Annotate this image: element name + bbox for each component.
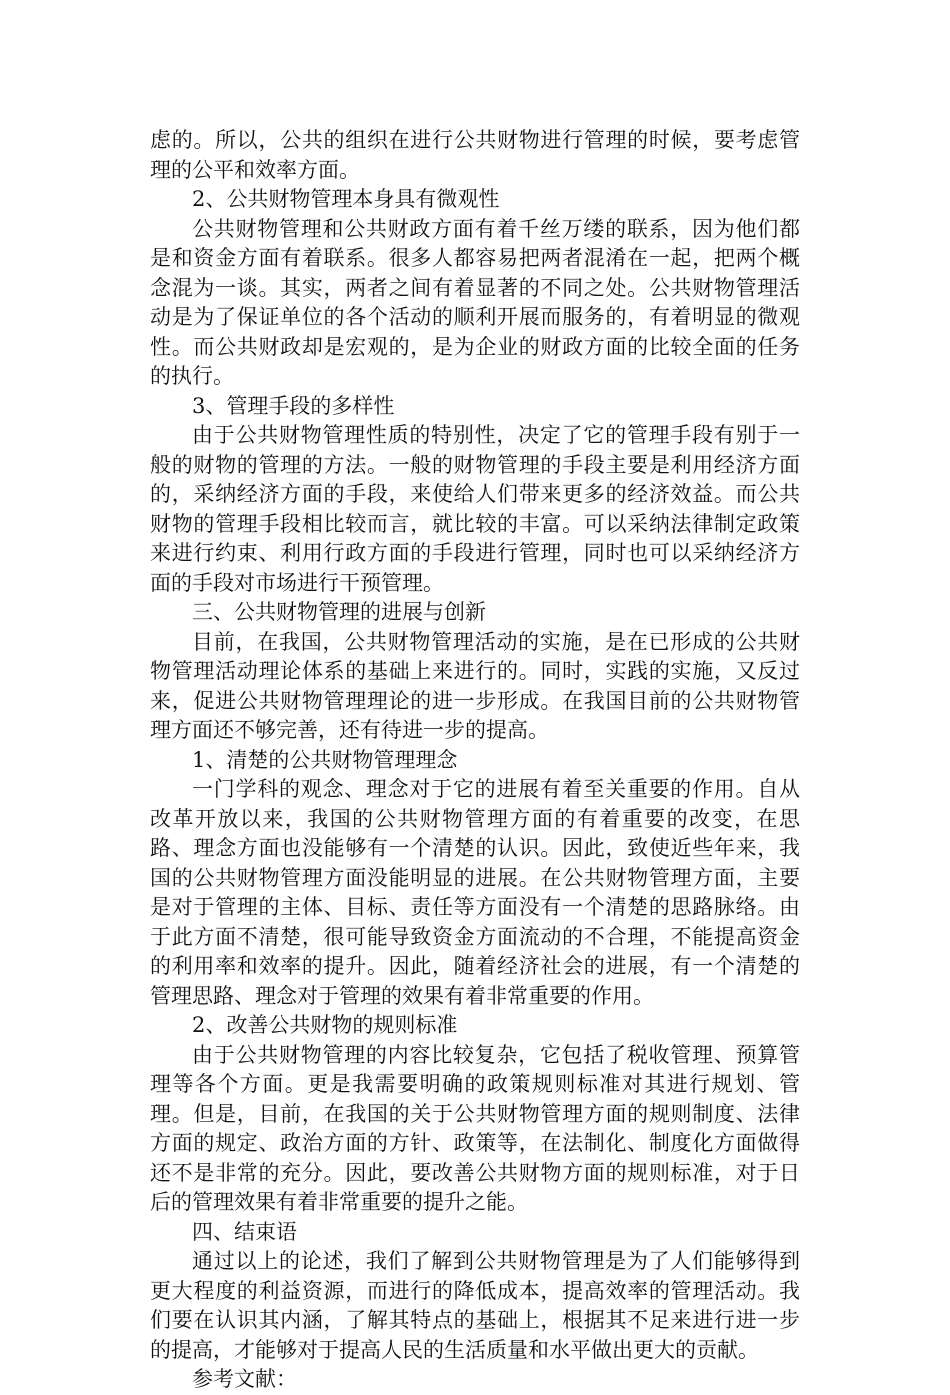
document-body (150, 126, 800, 1395)
section-heading-references: 参考文献： (192, 1367, 297, 1391)
paragraph-microscopic: 公共财物管理和公共财政方面有着千丝万缕的联系，因为他们都是和资金方面有着联系。很多人都容易把两者混淆在一起，把两个概念混为一谈。其实，两者之间有着显著的不同之处。公共财物管理活动是为了保证单位的各个活动的顺利开展而服务的，有着明显的微观性。而公共财政却是宏观的，是为企业的财政方面的比较全面的任务的执行。 (150, 216, 800, 388)
section-heading-standards: 2、改善公共财物的规则标准 (192, 1013, 458, 1037)
paragraph-conclusion: 通过以上的论述，我们了解到公共财物管理是为了人们能够得到更大程度的利益资源，而进行的降低成本，提高效率的管理活动。我们要在认识其内涵，了解其特点的基础上，根据其不足来进行进一步的提高，才能够对于提高人民的生活质量和水平做出更大的贡献。 (150, 1249, 800, 1362)
paragraph-diversity: 由于公共财物管理性质的特别性，决定了它的管理手段有别于一般的财物的管理的方法。一般的财物管理的手段主要是利用经济方面的，采纳经济方面的手段，来使给人们带来更多的经济效益。而公共财物的管理手段相比较而言，就比较的丰富。可以采纳法律制定政策来进行约束、利用行政方面的手段进行管理，同时也可以采纳经济方面的手段对市场进行干预管理。 (150, 423, 800, 595)
paragraph-continuation: 虑的。所以，公共的组织在进行公共财物进行管理的时候，要考虑管理的公平和效率方面。 (150, 128, 800, 182)
paragraph-progress: 目前，在我国，公共财物管理活动的实施，是在已形成的公共财物管理活动理论体系的基础上来进行的。同时，实践的实施，又反过来，促进公共财物管理理论的进一步形成。在我国目前的公共财物管理方面还不够完善，还有待进一步的提高。 (150, 629, 800, 742)
section-heading-concept: 1、清楚的公共财物管理理念 (192, 747, 458, 772)
paragraph-standards: 由于公共财物管理的内容比较复杂，它包括了税收管理、预算管理等各个方面。更是我需要明确的政策规则标准对其进行规划、管理。但是，目前，在我国的关于公共财物管理方面的规则制度、法律方面的规定、政治方面的方针、政策等，在法制化、制度化方面做得还不是非常的充分。因此，要改善公共财物方面的规则标准，对于日后的管理效果有着非常重要的提升之能。 (150, 1042, 800, 1214)
section-heading-conclusion: 四、结束语 (192, 1219, 297, 1244)
section-heading-progress: 三、公共财物管理的进展与创新 (192, 600, 486, 624)
paragraph-concept: 一门学科的观念、理念对于它的进展有着至关重要的作用。自从改革开放以来，我国的公共财物管理方面的有着重要的改变，在思路、理念方面也没能够有一个清楚的认识。因此，致使近些年来，我国的公共财物管理方面没能明显的进展。在公共财物管理方面，主要是对于管理的主体、目标、责任等方面没有一个清楚的思路脉络。由于此方面不清楚，很可能导致资金方面流动的不合理，不能提高资金的利用率和效率的提升。因此，随着经济社会的进展，有一个清楚的管理思路、理念对于管理的效果有着非常重要的作用。 (150, 777, 800, 1008)
section-heading-diversity: 3、管理手段的多样性 (192, 393, 395, 418)
section-heading-microscopic: 2、公共财物管理本身具有微观性 (192, 187, 500, 211)
